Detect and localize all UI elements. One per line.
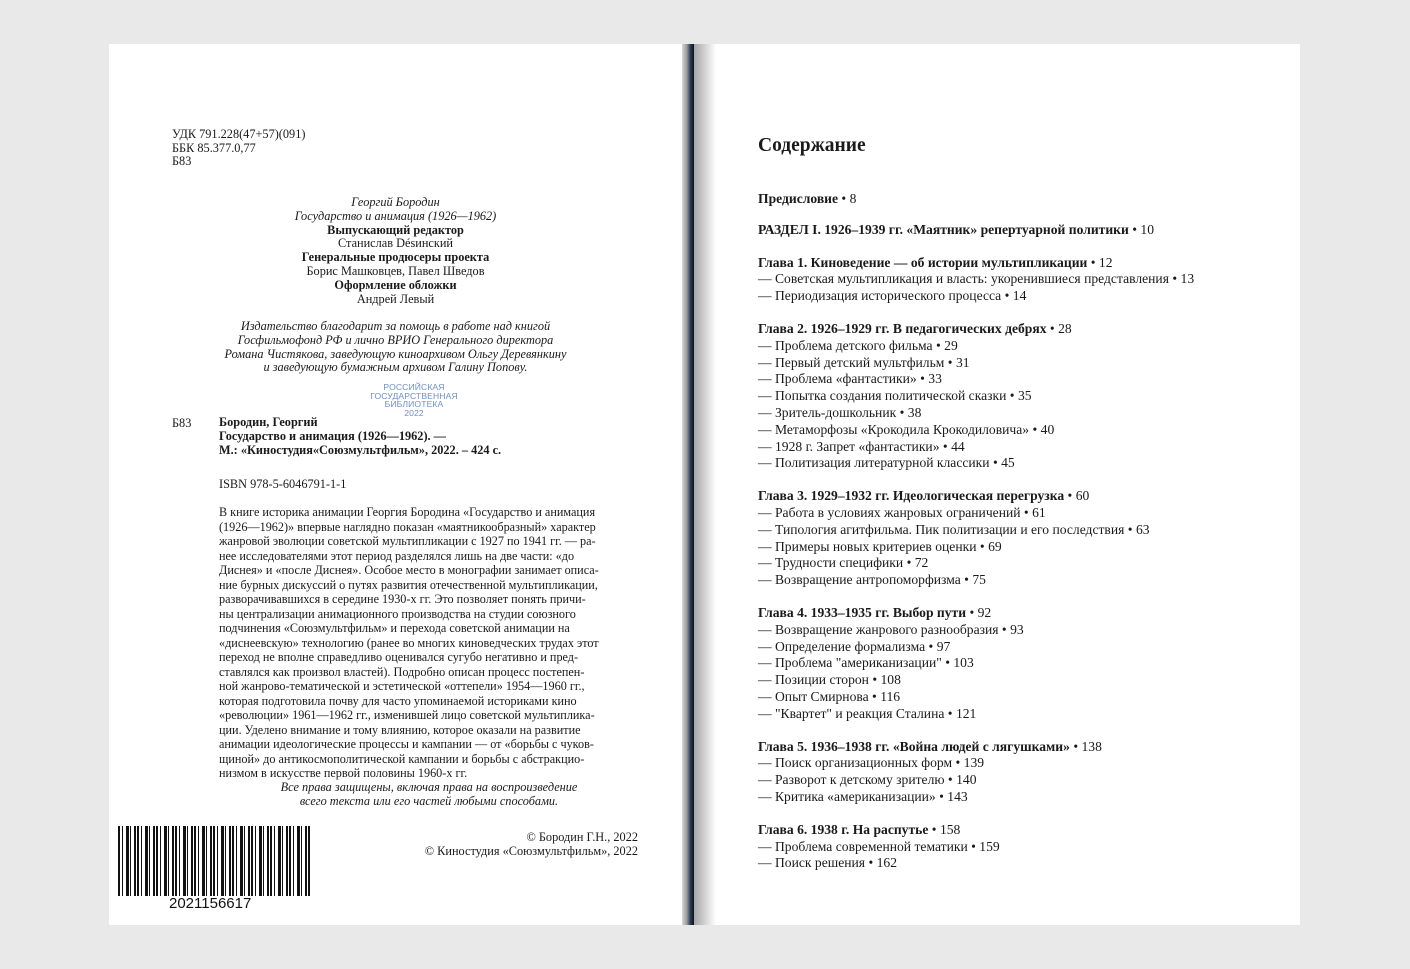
bullet-separator-icon: • bbox=[967, 838, 980, 854]
annotation-line: «революции» 1961—1962 гг., изменившей лицо советской мультиплика- bbox=[219, 708, 595, 722]
bullet-separator-icon: • bbox=[944, 772, 957, 788]
toc-page-number: 108 bbox=[880, 672, 901, 688]
bullet-separator-icon: • bbox=[1087, 254, 1099, 270]
annotation-line: «диснеевскую» технологию (ранее во многих киноведческих трудах этот bbox=[219, 635, 599, 650]
toc-page-number: 69 bbox=[988, 538, 1002, 554]
annotation-line: ние бурных дискуссий о путях развития отечественной мультипликации, bbox=[219, 577, 598, 592]
bullet-separator-icon: • bbox=[1168, 271, 1181, 287]
library-barcode bbox=[115, 826, 317, 925]
toc-entry-title: — Метаморфозы «Крокодила Крокодиловича» bbox=[758, 421, 1030, 437]
barcode-bars bbox=[118, 826, 310, 896]
toc-item bbox=[758, 855, 1278, 872]
bullet-separator-icon: • bbox=[1124, 521, 1136, 537]
bib-line: Государство и анимация (1926—1962). — bbox=[219, 429, 446, 443]
toc-item bbox=[758, 455, 1278, 472]
toc-entry-title: Предисловие bbox=[758, 191, 839, 206]
toc-item bbox=[758, 655, 1278, 672]
toc-page-number: 103 bbox=[953, 655, 974, 671]
toc-entry-title: Глава 6. 1938 г. На распутье bbox=[758, 821, 929, 837]
bullet-separator-icon: • bbox=[941, 655, 954, 671]
bullet-separator-icon: • bbox=[952, 755, 964, 771]
annotation-line: ции. Уделено внимание и тому влиянию, которое оказали на развитие bbox=[219, 722, 581, 737]
classification-codes bbox=[172, 128, 305, 169]
toc-entry-title: — Возвращение жанрового разнообразия bbox=[758, 621, 999, 637]
table-of-contents bbox=[758, 191, 1278, 872]
toc-page-number: 138 bbox=[1081, 738, 1102, 754]
toc-item bbox=[758, 522, 1278, 539]
page-title: Содержание bbox=[758, 135, 866, 156]
toc-item bbox=[758, 755, 1278, 772]
thanks-line: Издательство благодарит за помощь в работе над книгой bbox=[240, 319, 551, 333]
toc-heading bbox=[758, 488, 1278, 505]
bullet-separator-icon: • bbox=[1001, 288, 1013, 304]
toc-entry-title: — Советская мультипликация и власть: укоренившиеся представления bbox=[758, 271, 1169, 287]
toc-item bbox=[758, 639, 1278, 656]
credit-line: Оформление обложки bbox=[334, 277, 457, 292]
bullet-separator-icon: • bbox=[1029, 421, 1041, 437]
toc-page-number: 162 bbox=[876, 855, 898, 871]
toc-page-number: 75 bbox=[972, 572, 986, 588]
toc-item bbox=[758, 672, 1278, 689]
toc-page-number: 45 bbox=[1001, 455, 1015, 471]
bullet-separator-icon: • bbox=[903, 555, 915, 571]
toc-entry-title: — Проблема "американизации" bbox=[758, 655, 942, 671]
toc-page-number: 29 bbox=[944, 337, 958, 353]
rights-line: Все права защищены, включая права на воспроизведение bbox=[280, 780, 578, 794]
toc-entry-title: — Первый детский мультфильм bbox=[758, 354, 945, 370]
toc-heading bbox=[758, 739, 1278, 756]
toc-page-number: 139 bbox=[963, 755, 985, 771]
toc-page-number: 93 bbox=[1010, 621, 1024, 637]
bullet-separator-icon: • bbox=[944, 705, 956, 721]
copyright-line: © Киностудия «Союзмультфильм», 2022 bbox=[424, 844, 638, 858]
toc-entry-title: — Возвращение антропоморфизма bbox=[758, 572, 961, 588]
toc-item bbox=[758, 271, 1278, 288]
toc-page-number: 72 bbox=[914, 555, 929, 571]
toc-page-number: 28 bbox=[1058, 320, 1072, 336]
credit-line: Борис Машковцев, Павел Шведов bbox=[306, 263, 485, 278]
toc-entry-title: — Типология агитфильма. Пик политизации и его последствия bbox=[758, 521, 1125, 537]
toc-entry-title: Глава 2. 1926–1929 гг. В педагогических дебрях bbox=[758, 320, 1047, 336]
bullet-separator-icon: • bbox=[989, 455, 1002, 471]
toc-page-number: 61 bbox=[1032, 504, 1046, 520]
toc-page-number: 31 bbox=[955, 354, 970, 370]
toc-page-number: 38 bbox=[907, 404, 922, 420]
bullet-separator-icon: • bbox=[932, 337, 945, 353]
toc-heading bbox=[758, 222, 1278, 239]
bullet-separator-icon: • bbox=[998, 621, 1011, 637]
credit-line: Государство и анимация (1926—1962) bbox=[294, 208, 497, 223]
stamp-line: РОССИЙСКАЯ bbox=[383, 382, 445, 392]
toc-heading bbox=[758, 321, 1278, 338]
toc-page-number: 63 bbox=[1135, 521, 1150, 537]
credit-line: Выпускающий редактор bbox=[327, 222, 464, 237]
toc-page-number: 12 bbox=[1098, 254, 1113, 270]
annotation-line: которая подготовила почву для часто упоминаемой историками кино bbox=[219, 693, 577, 708]
toc-entry-title: — Определение формализма bbox=[758, 638, 926, 654]
annotation-line: анимации идеологические процессы и кампании — от «борьбы с чуков- bbox=[219, 737, 594, 751]
annotation-line: ны централизации анимационного производства на студии союзного bbox=[219, 606, 576, 621]
stamp-line: ГОСУДАРСТВЕННАЯ bbox=[370, 390, 458, 401]
bullet-separator-icon: • bbox=[838, 191, 850, 206]
bullet-separator-icon: • bbox=[1128, 221, 1141, 237]
bullet-separator-icon: • bbox=[868, 688, 881, 704]
credit-line: Генеральные продюсеры проекта bbox=[301, 250, 490, 265]
toc-item bbox=[758, 288, 1278, 305]
annotation-line: низмом в искусстве первой половины 1960-х гг. bbox=[219, 766, 468, 780]
toc-item bbox=[758, 505, 1278, 522]
toc-item bbox=[758, 706, 1278, 723]
toc-page-number: 140 bbox=[956, 772, 977, 788]
copyright bbox=[425, 830, 638, 858]
bullet-separator-icon: • bbox=[1006, 388, 1018, 404]
toc-entry-title: — Трудности специфики bbox=[758, 555, 904, 571]
credit-line: Андрей Левый bbox=[356, 291, 435, 306]
toc-entry-title: — Поиск решения bbox=[758, 855, 866, 871]
toc-item bbox=[758, 422, 1278, 439]
toc-entry-title: РАЗДЕЛ I. 1926–1939 гг. «Маятник» репертуарной политики bbox=[758, 221, 1129, 237]
annotation-line: нее исследователями этот период разделялся лишь на две части: «до bbox=[219, 548, 575, 563]
toc-item bbox=[758, 555, 1278, 572]
annotation-line: щиной» до антикосмополитической кампании и борьбы с абстракцио- bbox=[219, 751, 585, 766]
library-stamp bbox=[366, 383, 462, 417]
toc-heading bbox=[758, 191, 1278, 208]
bib-line: Бородин, Георгий bbox=[219, 415, 318, 429]
bullet-separator-icon: • bbox=[935, 788, 948, 804]
toc-page-number: 33 bbox=[928, 371, 942, 387]
credit-line: Георгий Бородин bbox=[351, 195, 440, 209]
toc-item bbox=[758, 572, 1278, 589]
bullet-separator-icon: • bbox=[865, 855, 877, 871]
toc-page-number: 13 bbox=[1180, 271, 1195, 287]
bbk-code: ББК 85.377.0,77 bbox=[172, 140, 256, 155]
toc-item bbox=[758, 689, 1278, 706]
bullet-separator-icon: • bbox=[916, 371, 929, 387]
toc-item bbox=[758, 622, 1278, 639]
toc-item bbox=[758, 371, 1278, 388]
toc-entry-title: — Поиск организационных форм bbox=[758, 755, 953, 771]
rights-notice bbox=[219, 780, 639, 808]
toc-heading bbox=[758, 255, 1278, 272]
rights-line: всего текста или его частей любыми способами. bbox=[299, 794, 559, 808]
toc-entry-title: Глава 5. 1936–1938 гг. «Война людей с лягушками» bbox=[758, 738, 1070, 754]
toc-page-number: 8 bbox=[849, 191, 857, 206]
annotation bbox=[219, 505, 639, 781]
toc-page-number: 60 bbox=[1075, 488, 1090, 504]
toc-entry-title: — "Квартет" и реакция Сталина bbox=[758, 705, 945, 721]
toc-item bbox=[758, 772, 1278, 789]
toc-entry-title: — Проблема «фантастики» bbox=[758, 371, 917, 387]
copyright-line: © Бородин Г.Н., 2022 bbox=[526, 830, 638, 844]
bullet-separator-icon: • bbox=[925, 638, 937, 654]
toc-page-number: 35 bbox=[1017, 388, 1032, 404]
toc-page-number: 158 bbox=[939, 821, 961, 837]
toc-page-number: 40 bbox=[1040, 421, 1055, 437]
bullet-separator-icon: • bbox=[944, 354, 956, 370]
toc-entry-title: — Попытка создания политической сказки bbox=[758, 388, 1007, 404]
bib-line: М.: «Киностудия«Союзмультфильм», 2022. – 424 с. bbox=[219, 443, 502, 457]
toc-item bbox=[758, 839, 1278, 856]
toc-page-number: 97 bbox=[936, 638, 951, 654]
toc-entry-title: — Критика «американизации» bbox=[758, 788, 936, 804]
bullet-separator-icon: • bbox=[960, 572, 973, 588]
toc-entry-title: — Проблема современной тематики bbox=[758, 838, 968, 854]
toc-page-number: 121 bbox=[955, 705, 977, 721]
credits-block bbox=[109, 196, 682, 306]
toc-entry-title: — 1928 г. Запрет «фантастики» bbox=[758, 438, 940, 454]
isbn: ISBN 978-5-6046791-1-1 bbox=[219, 477, 347, 491]
toc-item bbox=[758, 405, 1278, 422]
toc-page-number: 14 bbox=[1012, 288, 1027, 304]
toc-entry-title: — Опыт Смирнова bbox=[758, 688, 869, 704]
toc-page-number: 116 bbox=[880, 688, 901, 704]
annotation-line: подчинения «Союзмультфильм» и перехода советской анимации на bbox=[219, 621, 570, 635]
toc-item bbox=[758, 789, 1278, 806]
toc-entry-title: — Работа в условиях жанровых ограничений bbox=[758, 504, 1021, 520]
gutter-shadow bbox=[694, 44, 716, 925]
toc-item bbox=[758, 439, 1278, 456]
annotation-line: В книге историка анимации Георгия Бородина «Государство и анимация bbox=[219, 505, 596, 519]
annotation-line: ной жанрово-тематической и эстетической «оттепели» 1954—1960 гг., bbox=[219, 679, 585, 693]
annotation-line: Диснея» и «после Диснея». Особое место в монографии занимает описа- bbox=[219, 563, 599, 577]
bullet-separator-icon: • bbox=[928, 821, 940, 837]
annotation-line: переход не вполне справедливо оценивался сугубо негативно и пред- bbox=[219, 650, 579, 664]
toc-entry-title: — Позиции сторон bbox=[758, 672, 869, 688]
author-mark: Б83 bbox=[172, 154, 192, 169]
credit-line: Станислав Désинский bbox=[338, 236, 453, 251]
toc-entry-title: — Политизация литературной классики bbox=[758, 455, 990, 471]
acknowledgements bbox=[109, 320, 682, 375]
book-spine bbox=[682, 44, 694, 925]
bullet-separator-icon: • bbox=[939, 438, 952, 454]
barcode-number: 2021156617 bbox=[169, 895, 252, 912]
annotation-line: ставлялся как произвол властей). Подробно описан процесс постепен- bbox=[219, 664, 585, 679]
bullet-separator-icon: • bbox=[976, 538, 989, 554]
toc-page-number: 143 bbox=[947, 788, 968, 804]
annotation-line: жанровой эволюции советской мультипликации с 1927 по 1941 гг. — ра- bbox=[219, 534, 596, 548]
bullet-separator-icon: • bbox=[1046, 320, 1059, 336]
toc-item bbox=[758, 388, 1278, 405]
toc-entry-title: — Зритель-дошкольник bbox=[758, 404, 897, 420]
toc-entry-title: — Периодизация исторического процесса bbox=[758, 288, 1002, 304]
toc-page-number: 10 bbox=[1140, 221, 1154, 237]
annotation-line: разворачивавшихся в середине 1930-х гг. Это позволяет понять причи- bbox=[219, 592, 586, 606]
bullet-separator-icon: • bbox=[896, 404, 908, 420]
thanks-line: и заведующую бумажным архивом Галину Попову. bbox=[263, 360, 528, 375]
bib-author-mark: Б83 bbox=[172, 416, 192, 430]
annotation-line: (1926—1962)» впервые наглядно показан «маятникообразный» характер bbox=[219, 519, 596, 534]
toc-page-number: 92 bbox=[977, 604, 992, 620]
bullet-separator-icon: • bbox=[1069, 738, 1082, 754]
toc-item bbox=[758, 355, 1278, 372]
stamp-line: БИБЛИОТЕКА bbox=[384, 399, 444, 410]
bullet-separator-icon: • bbox=[1020, 504, 1033, 520]
toc-entry-title: — Разворот к детскому зрителю bbox=[758, 772, 945, 788]
right-page bbox=[694, 44, 1300, 925]
toc-page-number: 159 bbox=[979, 838, 1000, 854]
bullet-separator-icon: • bbox=[1064, 488, 1076, 504]
toc-item bbox=[758, 539, 1278, 556]
toc-entry-title: Глава 3. 1929–1932 гг. Идеологическая перегрузка bbox=[758, 488, 1065, 504]
bullet-separator-icon: • bbox=[966, 604, 978, 620]
udk-code: УДК 791.228(47+57)(091) bbox=[172, 127, 306, 141]
bullet-separator-icon: • bbox=[868, 672, 881, 688]
bibliographic-record bbox=[219, 415, 501, 457]
thanks-line: Романа Чистякова, заведующую киноархивом Ольгу Деревянкину bbox=[224, 346, 567, 361]
toc-entry-title: Глава 1. Киноведение — об истории мультипликации bbox=[758, 254, 1088, 270]
toc-page-number: 44 bbox=[951, 438, 965, 454]
stamp-line: 2022 bbox=[404, 407, 424, 418]
toc-heading bbox=[758, 605, 1278, 622]
toc-item bbox=[758, 338, 1278, 355]
toc-entry-title: — Примеры новых критериев оценки bbox=[758, 538, 977, 554]
toc-heading bbox=[758, 822, 1278, 839]
left-page bbox=[109, 44, 682, 925]
toc-entry-title: — Проблема детского фильма bbox=[758, 337, 933, 353]
toc-entry-title: Глава 4. 1933–1935 гг. Выбор пути bbox=[758, 604, 967, 620]
thanks-line: Госфильмофонд РФ и лично ВРИО Генерального директора bbox=[237, 332, 554, 347]
